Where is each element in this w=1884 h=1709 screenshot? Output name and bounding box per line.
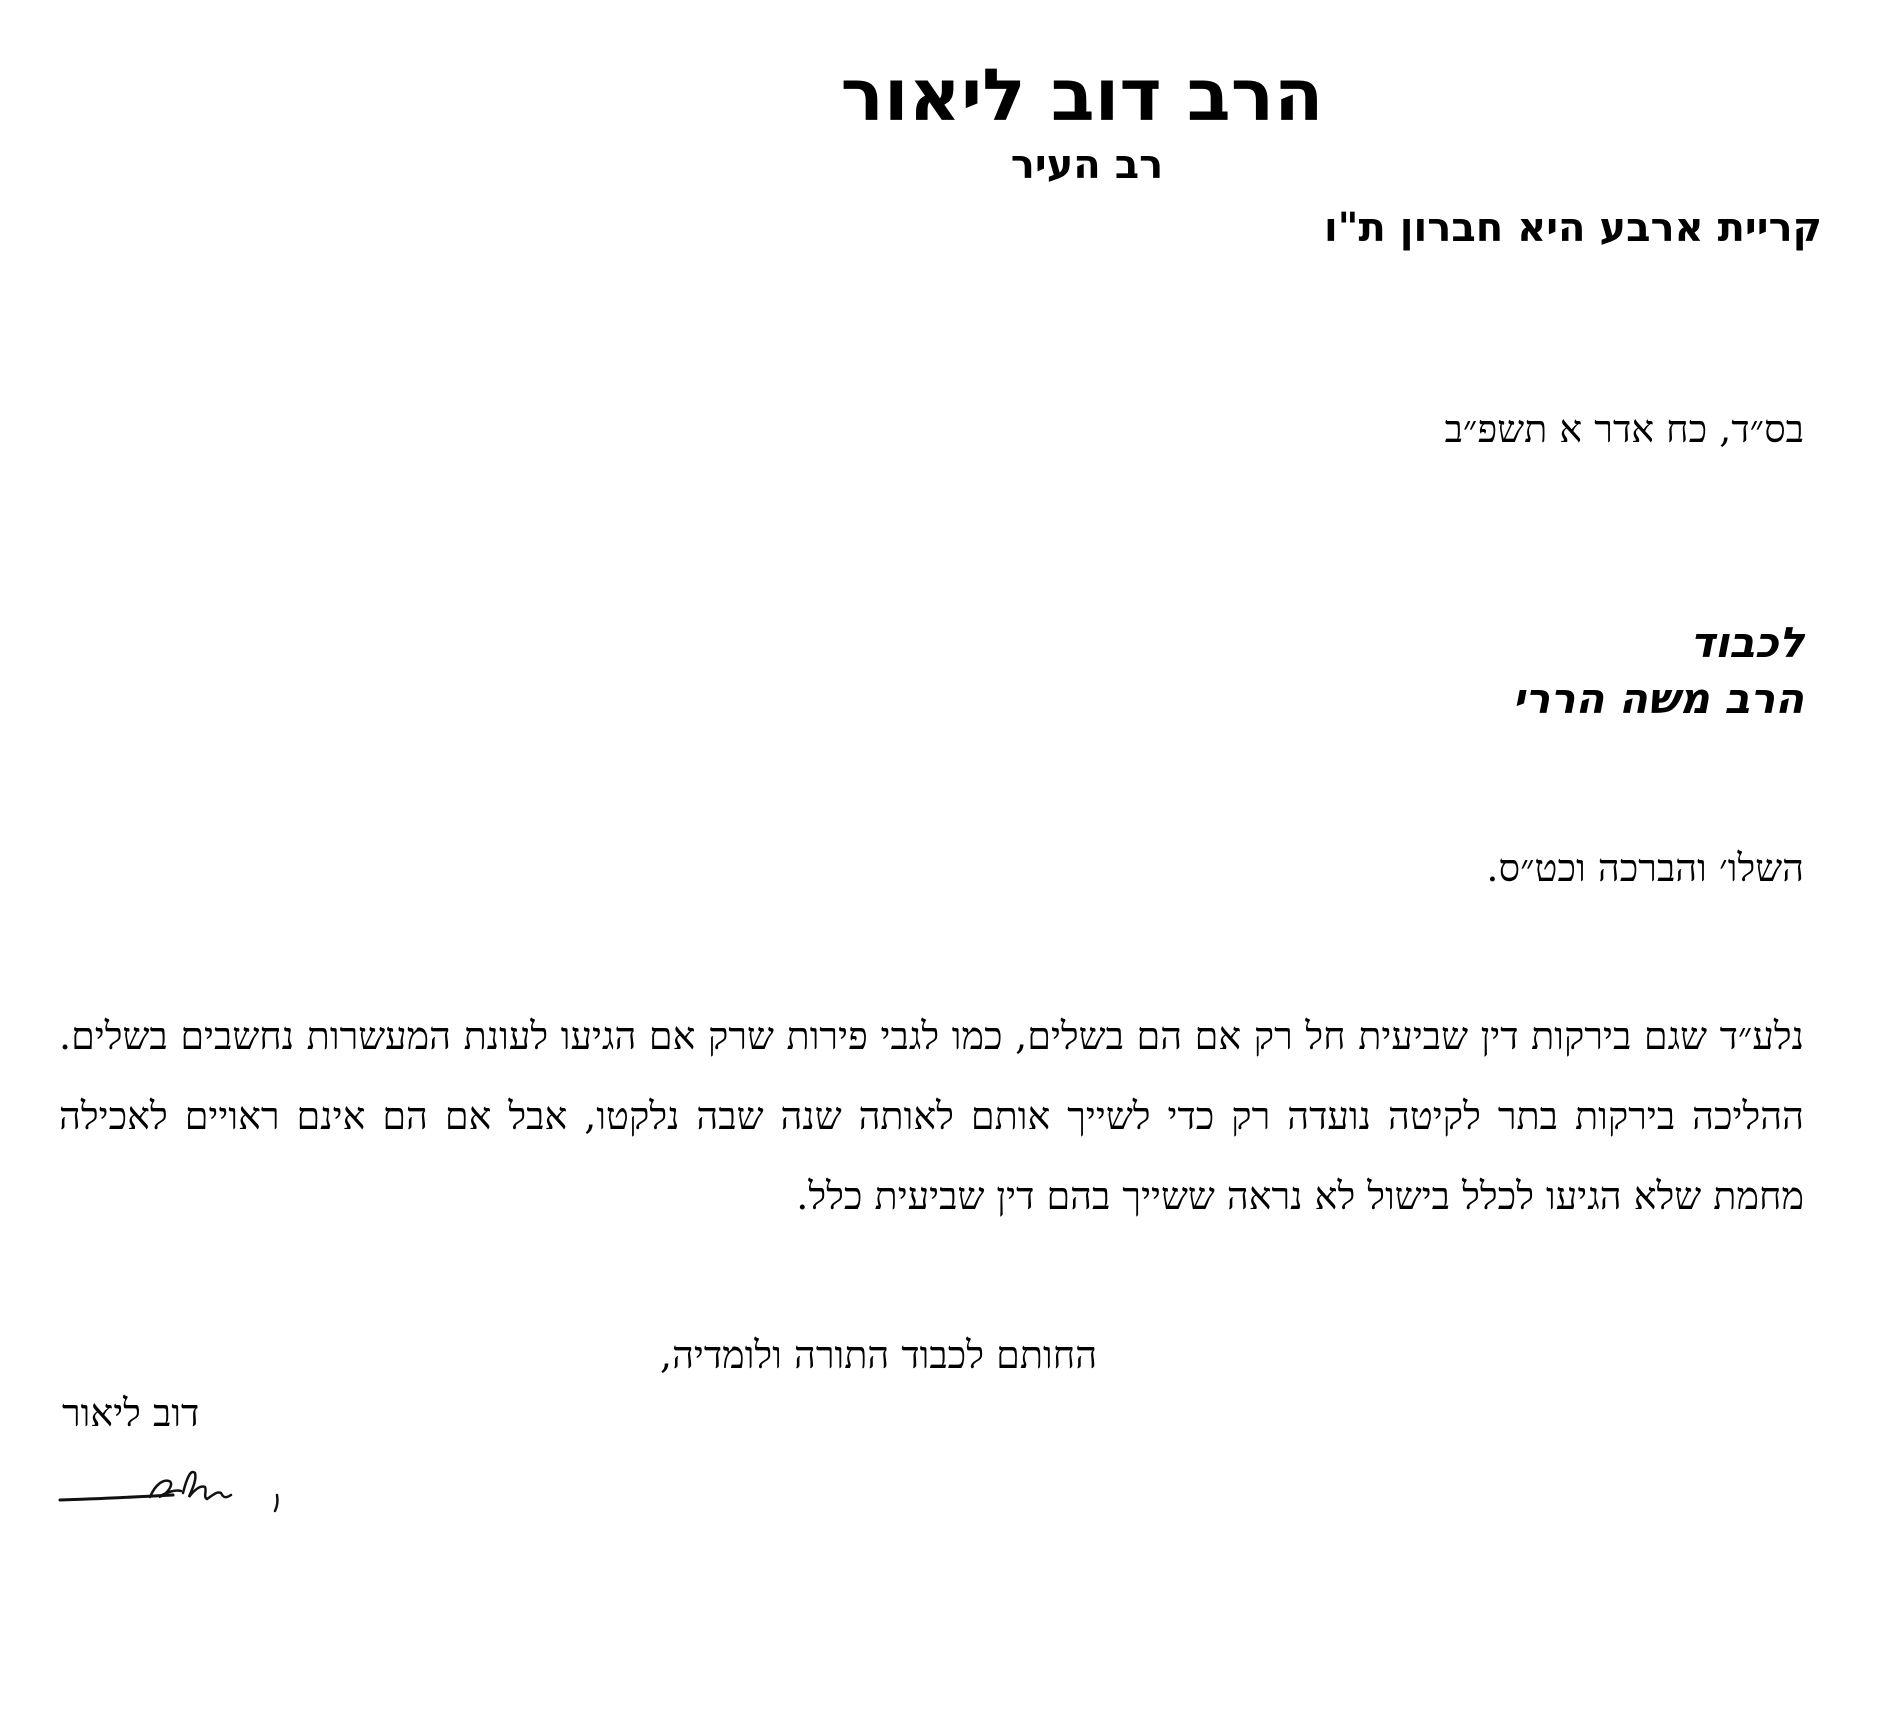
letterhead-name: הרב דוב ליאור [840,53,1324,137]
greeting: השלו׳ והברכה וכט״ס. [1486,846,1804,890]
closing-line: החותם לכבוד התורה ולומדיה, [660,1333,1098,1377]
addressee-label: לכבוד [1690,618,1804,667]
signature-icon [55,1455,295,1535]
letterhead-city: קריית ארבע היא חברון ת"ו [1323,205,1822,251]
letter-body: נלע״ד שגם בירקות דין שביעית חל רק אם הם בשלים, כמו לגבי פירות שרק אם הגיעו לעונת המעשרות נחשבים בשלים. ההליכה בירקות בתר לקיטה נועדה רק כדי לשייך אותם לאותה שנה שבה נלקטו, אבל אם הם אינם ראויים לאכילה מחמת שלא הגיעו לכלל בישול לא נראה ששייך בהם דין שביעית כלל. [59,1014,1804,1218]
signer-name: דוב ליאור [62,1391,200,1435]
date-line: בס״ד, כח אדר א תשפ״ב [1444,407,1804,451]
addressee-name: הרב משה הררי [1512,674,1804,723]
letterhead-role: רב העיר [1010,142,1164,188]
